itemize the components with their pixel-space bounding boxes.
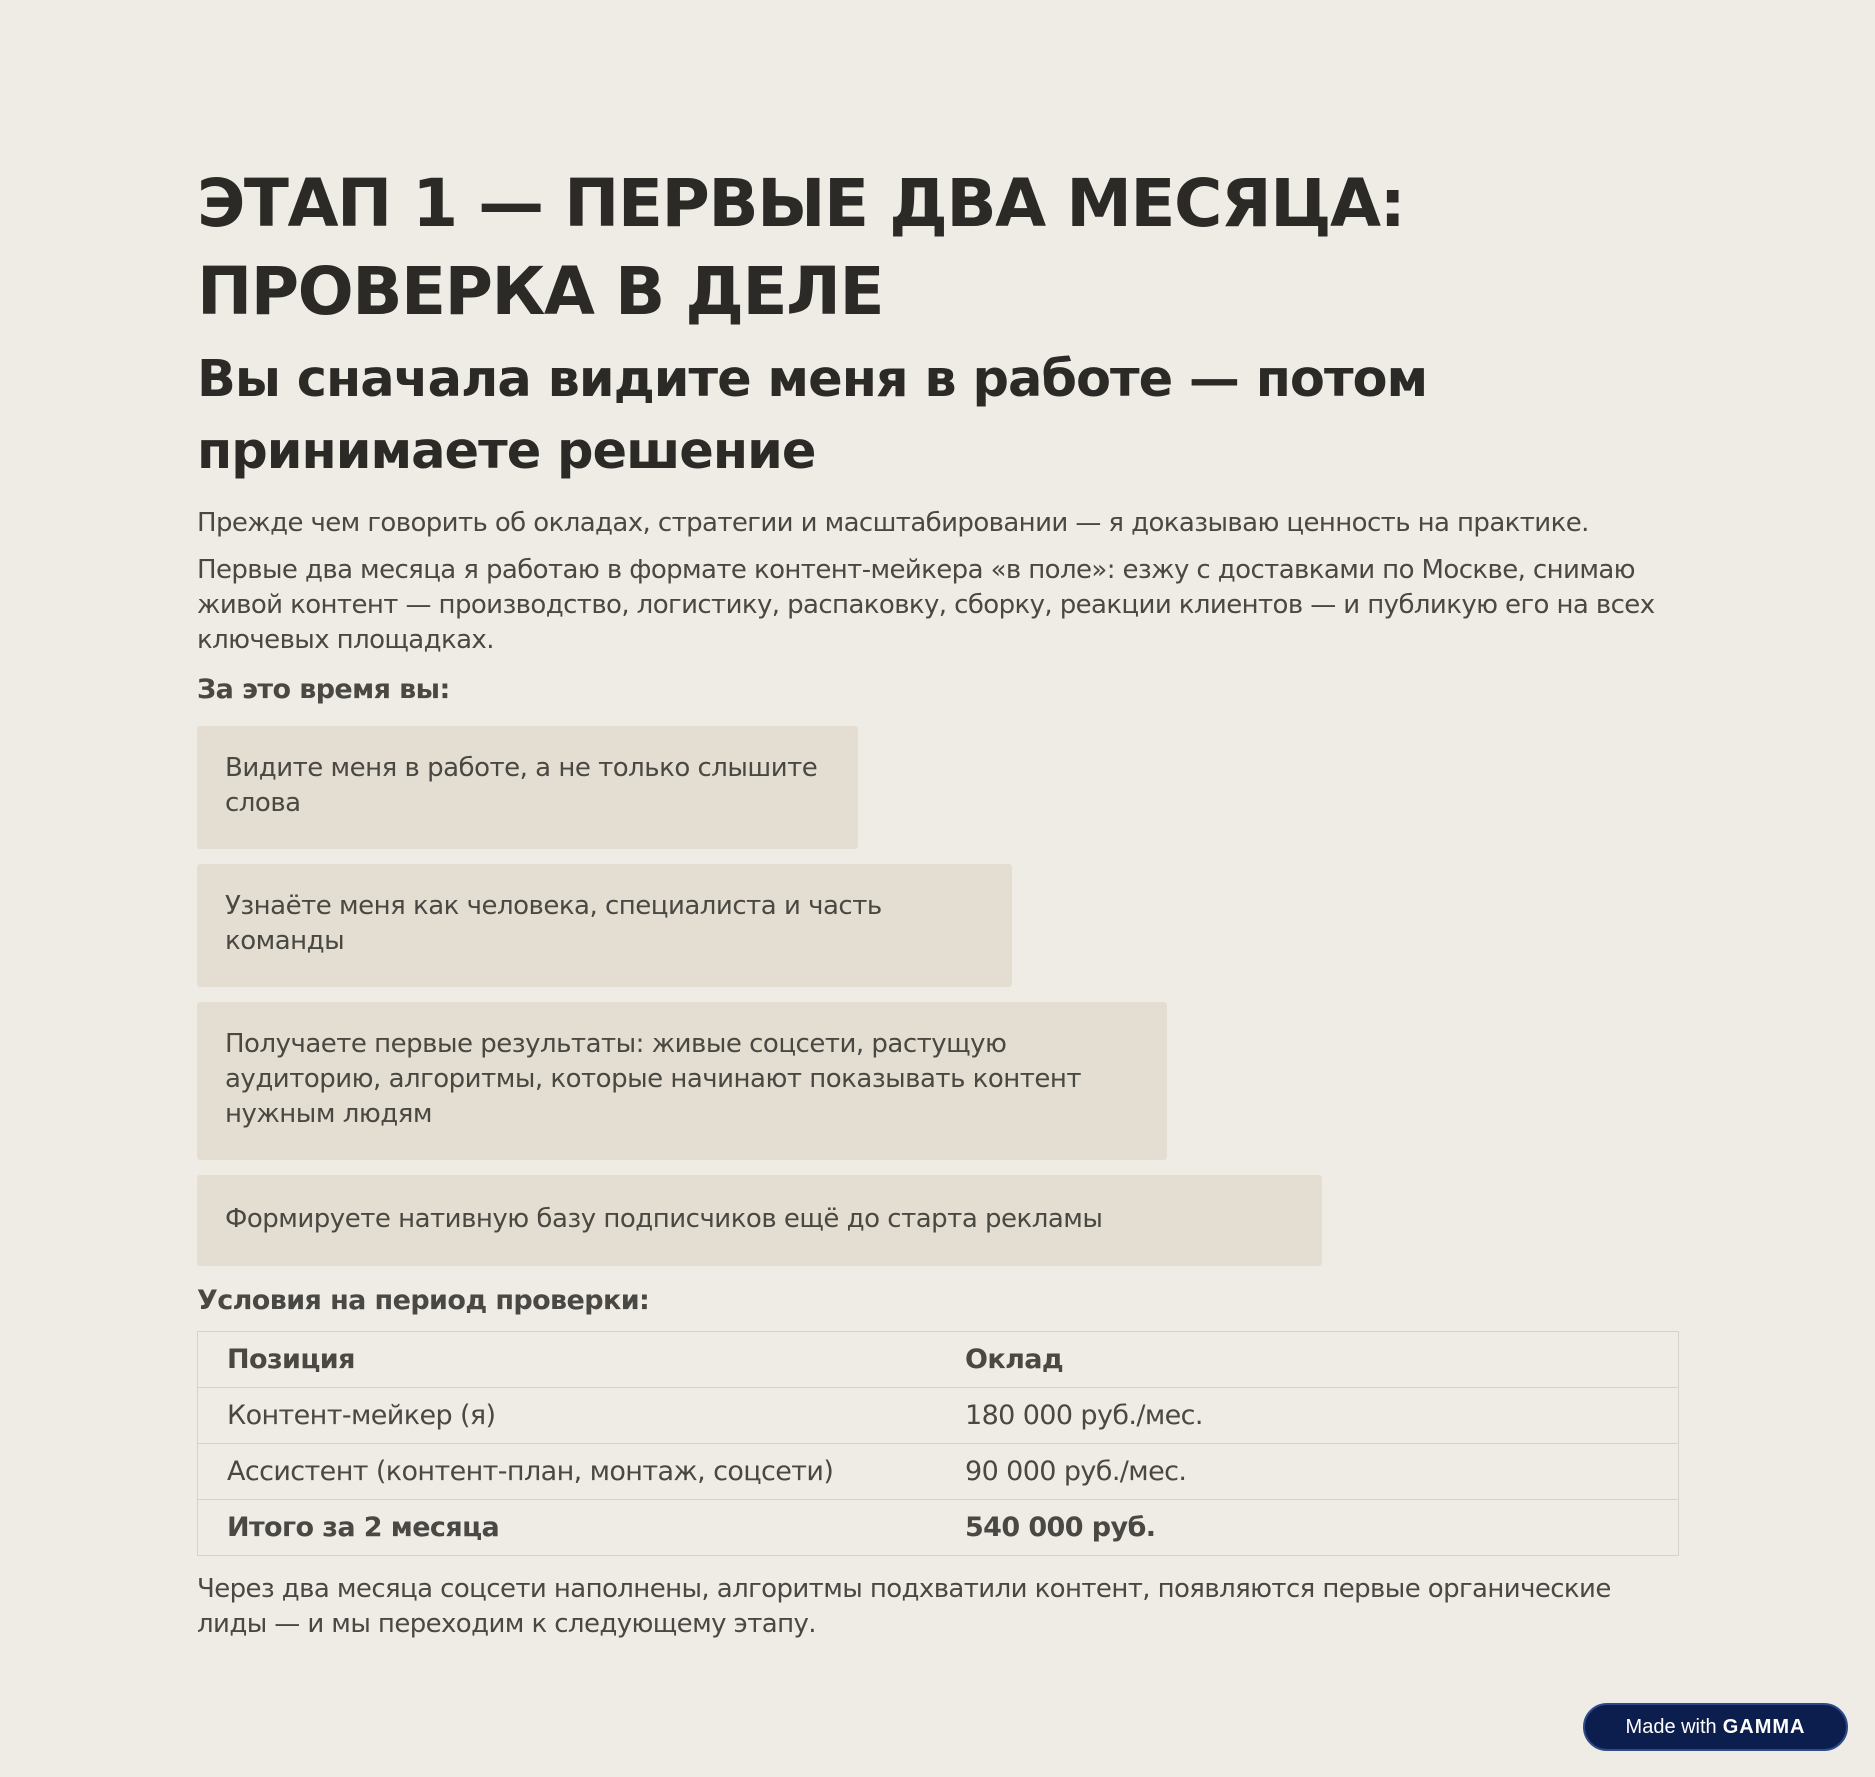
subtitle-line-1: Вы сначала видите меня в работе — потом [197,350,1428,409]
table-cell-salary: 180 000 руб./мес. [936,1388,1679,1444]
title-line-2: ПРОВЕРКА В ДЕЛЕ [197,253,884,330]
terms-table [197,1331,1679,1556]
table-cell-salary: 90 000 руб./мес. [936,1444,1679,1500]
page-subtitle [197,344,1679,488]
subtitle-line-2: принимаете решение [197,422,816,481]
table-total-row [198,1500,1679,1556]
benefit-card: Формируете нативную базу подписчиков ещё до старта рекламы [197,1175,1322,1266]
intro-paragraph: Прежде чем говорить об окладах, стратегии и масштабировании — я доказываю ценность на практике. [197,508,1589,538]
table-header-row [198,1332,1679,1388]
terms-label: Условия на период проверки: [197,1285,650,1316]
table-cell-position: Ассистент (контент-план, монтаж, соцсети) [198,1444,937,1500]
gamma-logo: GAMMA [1722,1715,1806,1738]
table-row [198,1388,1679,1444]
made-with-gamma-badge[interactable] [1583,1703,1848,1751]
badge-prefix: Made with [1625,1715,1717,1738]
benefit-card: Узнаёте меня как человека, специалиста и часть команды [197,864,1012,987]
page-title [197,160,1679,336]
table-cell-position: Контент-мейкер (я) [198,1388,937,1444]
benefit-card: Видите меня в работе, а не только слышите слова [197,726,858,849]
benefits-label: За это время вы: [197,674,450,705]
table-header-position: Позиция [198,1332,937,1388]
table-header-salary: Оклад [936,1332,1679,1388]
slide-content [197,160,1679,1642]
closing-paragraph: Через два месяца соцсети наполнены, алгоритмы подхватили контент, появляются первые органические лиды — и мы переходим к следующему этапу. [197,1574,1611,1639]
table-row [198,1444,1679,1500]
table-total-value: 540 000 руб. [965,1512,1156,1543]
benefits-list [197,726,1679,1266]
benefit-card: Получаете первые результаты: живые соцсети, растущую аудиторию, алгоритмы, которые начинают показывать контент нужным людям [197,1002,1167,1160]
table-total-label: Итого за 2 месяца [227,1512,500,1543]
description-paragraph: Первые два месяца я работаю в формате контент-мейкера «в поле»: езжу с доставками по Москве, снимаю живой контент — производство, логистику, распаковку, сборку, реакции клиентов — и публикую его на всех ключевых площадках. [197,555,1655,655]
title-line-1: ЭТАП 1 — ПЕРВЫЕ ДВА МЕСЯЦА: [197,165,1405,242]
